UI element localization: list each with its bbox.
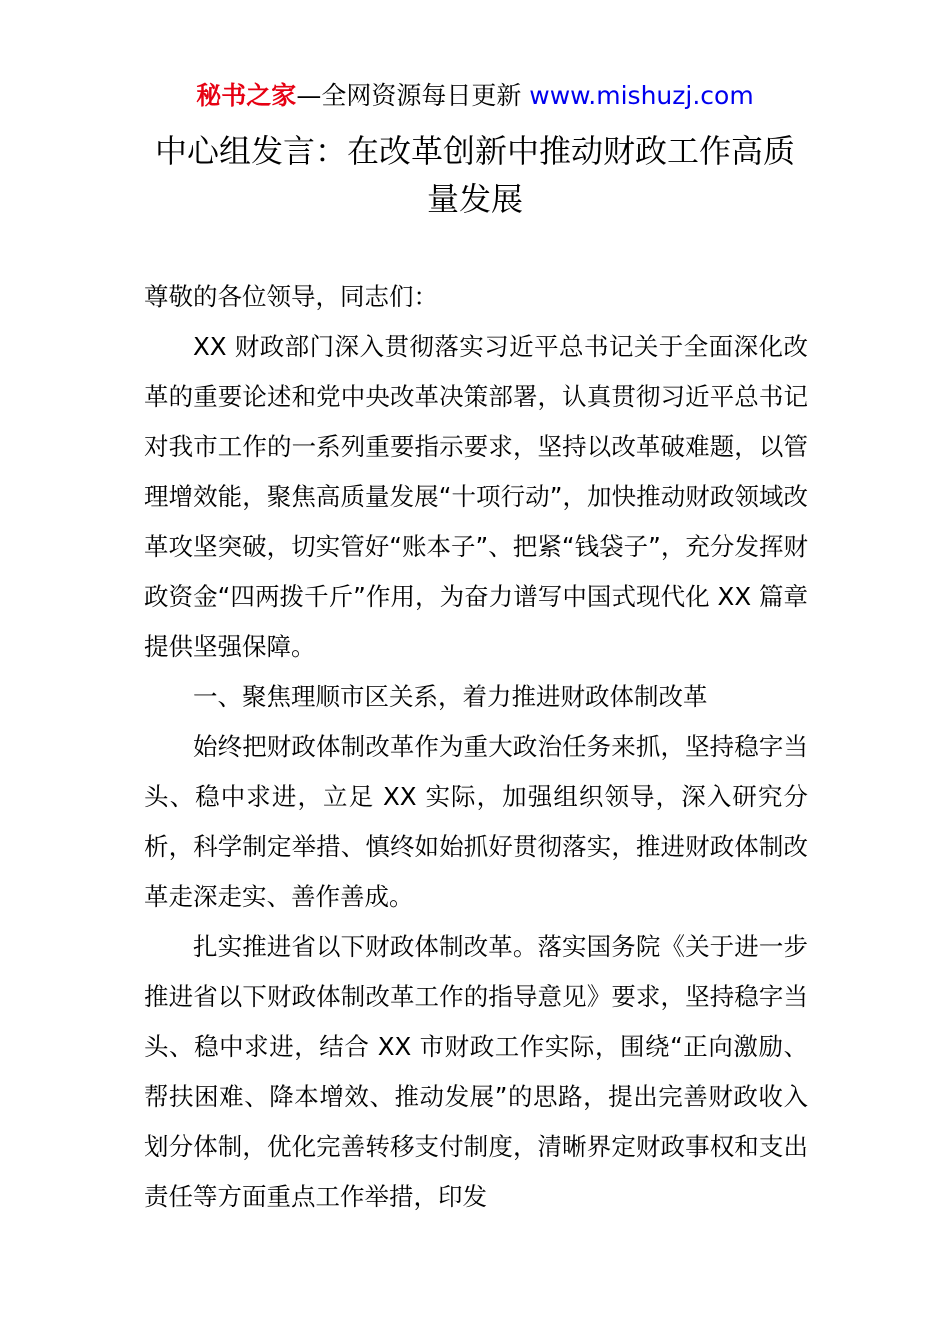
paragraph-section-1-detail: 扎实推进省以下财政体制改革。落实国务院《关于进一步推进省以下财政体制改革工作的指导意见》要求，坚持稳字当头、稳中求进，结合 XX 市财政工作实际，围绕“正向激励、帮扶困难、降本增效、推动发展”的思路，提出完善财政收入划分体制，优化完善转移支付制度，清晰界定财政事权和支出责任等方面重点工作举措，印发 bbox=[144, 932, 808, 1211]
section-heading-1: 一、聚焦理顺市区关系，着力推进财政体制改革 bbox=[193, 682, 708, 711]
site-tagline: —全网资源每日更新 bbox=[296, 81, 530, 110]
document-body bbox=[144, 272, 808, 1222]
site-brand: 秘书之家 bbox=[196, 81, 297, 110]
paragraph-section-1: 始终把财政体制改革作为重大政治任务来抓，坚持稳字当头、稳中求进，立足 XX 实际，加强组织领导，深入研究分析，科学制定举措、慎终如始抓好贯彻落实，推进财政体制改革走深走实、善作善成。 bbox=[144, 732, 808, 911]
document-title: 中心组发言：在改革创新中推动财政工作高质量发展 bbox=[154, 132, 795, 218]
site-header bbox=[0, 80, 950, 112]
paragraph-intro: XX 财政部门深入贯彻落实习近平总书记关于全面深化改革的重要论述和党中央改革决策部署，认真贯彻习近平总书记对我市工作的一系列重要指示要求，坚持以改革破难题，以管理增效能，聚焦高质量发展“十项行动”，加快推动财政领域改革攻坚突破，切实管好“账本子”、把紧“钱袋子”，充分发挥财政资金“四两拨千斤”作用，为奋力谱写中国式现代化 XX 篇章提供坚强保障。 bbox=[144, 332, 808, 661]
site-url-link[interactable]: www.mishuzj.com bbox=[529, 81, 754, 110]
salutation: 尊敬的各位领导，同志们： bbox=[144, 282, 438, 311]
